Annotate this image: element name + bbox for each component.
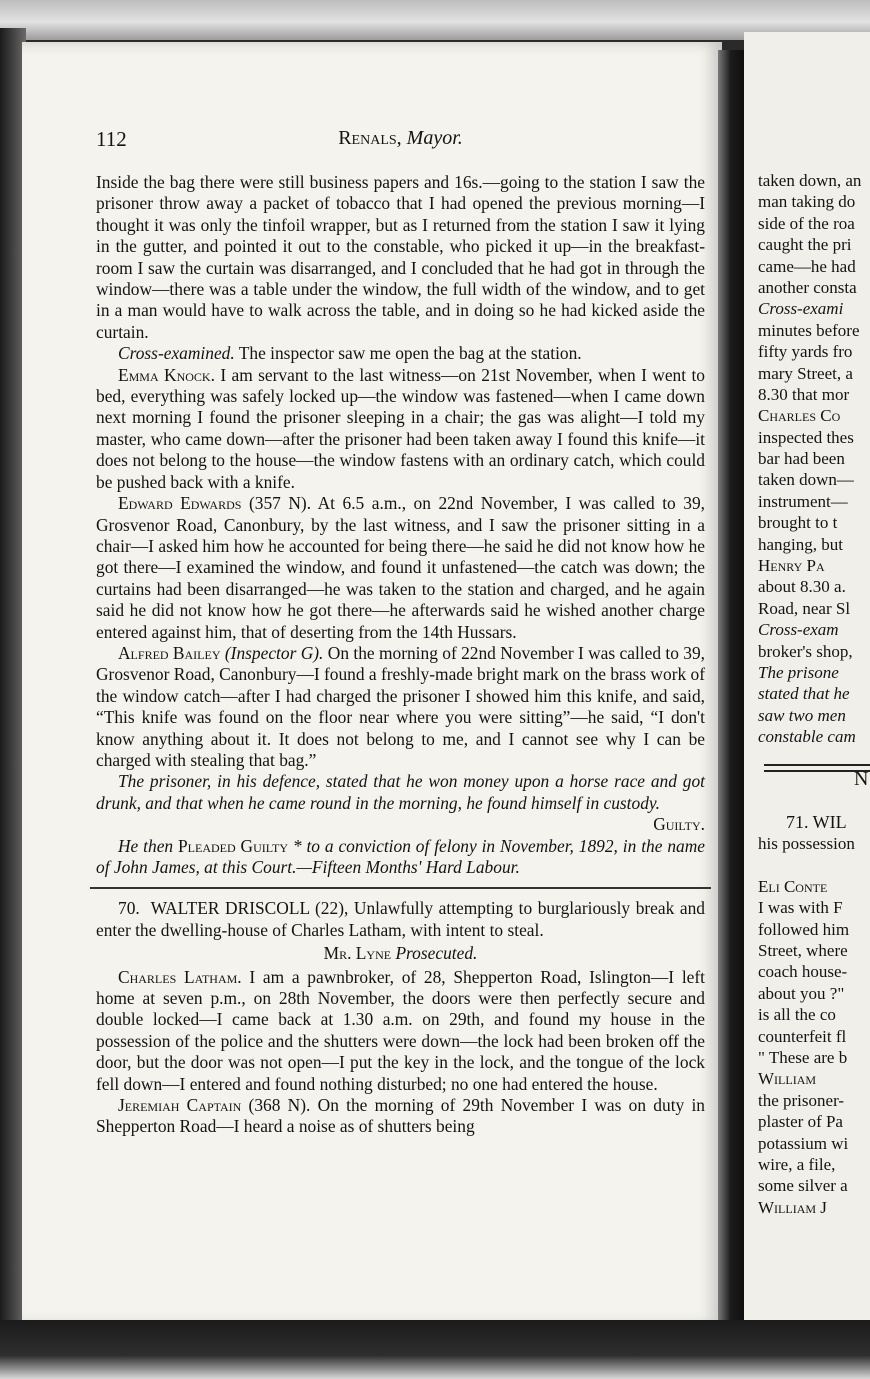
right-page-line: the prisoner- — [758, 1090, 845, 1110]
defendant-name: WALTER DRISCOLL — [150, 898, 310, 919]
right-page-line: man taking do — [758, 192, 856, 212]
right-page-line: The prisone — [758, 662, 839, 682]
witness-name: Edward Edwards — [118, 493, 242, 514]
witness-name: Jeremiah Captain — [118, 1095, 242, 1116]
right-page-line: constable cam — [758, 727, 856, 747]
paragraph: Cross-examined. The inspector saw me open the bag at the station. — [118, 343, 582, 364]
section-divider — [96, 878, 705, 898]
right-page-line: hanging, but — [758, 534, 843, 554]
right-page-line: followed him — [758, 919, 850, 939]
paragraph: Emma Knock. I am servant to the last witness—on 21st November, when I went to bed, everything was safely locked up—the window was fastened—when I came down next morning I found the prisoner sleeping in a chair; the gas was alight—I told my master, who came down—after the prisoner had been taken away I found this knife—it does not belong to the house—the window fastens with an ordinary catch, which could be pushed back with a knife. — [96, 364, 706, 492]
right-page-line: broker's shop, — [758, 641, 853, 661]
scan-bottom-edge — [0, 1320, 870, 1379]
header-role: Mayor. — [406, 127, 463, 149]
right-page-line: minutes before — [758, 320, 860, 340]
witness-name: Emma Knock. — [118, 364, 215, 385]
case-number: 70. — [118, 898, 140, 919]
paragraph: Edward Edwards (357 N). At 6.5 a.m., on 22nd November, I was called to 39, Grosvenor Road, Canonbury, by the last witness, and I saw the prisoner sitting in a chair—I asked him how he accounted for being there—he said he did not know how he got there—I examined the window, and found it unfastened—the catch was down; the curtains had been disarranged—he was taken to the station and charged, and he again said he did not know how he got there—he afterwards said he wished another charge entered against him, that of deserting from the 14th Hussars. — [96, 493, 705, 642]
right-page-line: side of the roa — [758, 213, 855, 233]
right-page-line: plaster of Pa — [758, 1112, 843, 1132]
right-page-line: Eli Conte — [758, 876, 828, 896]
counsel-line: Mr. Lyne Prosecuted. — [323, 943, 478, 964]
right-page-line: Road, near Sl — [758, 598, 851, 618]
right-page-line: N — [854, 767, 869, 790]
right-page-line: stated that he — [758, 684, 850, 704]
right-page-line — [758, 855, 870, 876]
right-page-line: William — [758, 1069, 817, 1089]
scan-top-edge — [0, 0, 870, 40]
right-page-line: brought to t — [758, 513, 838, 533]
right-page-line: potassium wi — [758, 1133, 849, 1153]
right-page-line: another consta — [758, 277, 857, 297]
right-page-line: about you ?" — [758, 983, 845, 1003]
right-page-line: instrument— — [758, 491, 848, 511]
right-page-line: some silver a — [758, 1176, 848, 1196]
right-page-line: Henry Pa — [758, 556, 825, 576]
running-head — [96, 127, 705, 151]
header-name: Renals, — [338, 127, 402, 149]
verdict: Guilty. — [653, 814, 705, 835]
right-page-line: taken down, an — [758, 171, 862, 190]
right-page-line — [758, 790, 870, 811]
right-page-line: " These are b — [758, 1048, 848, 1068]
right-page-line: is all the co — [758, 1005, 836, 1025]
cross-examined-label: Cross-examined. — [118, 343, 235, 364]
right-page-line: saw two men — [758, 705, 846, 725]
right-page-line: inspected thes — [758, 427, 854, 447]
paragraph: Jeremiah Captain (368 N). On the morning of 29th November I was on duty in Shepperton Road—I heard a noise as of shutters being — [96, 1095, 705, 1137]
book-gutter — [718, 50, 746, 1340]
right-page-line: Cross-exam — [758, 620, 839, 640]
page-number: 112 — [96, 127, 127, 151]
right-page-line: 8.30 that mor — [758, 384, 850, 404]
right-page-line: caught the pri — [758, 235, 852, 255]
right-page-text — [758, 170, 870, 1218]
right-page-divider — [764, 764, 870, 772]
right-page-line: Street, where — [758, 941, 848, 961]
case-heading: 70. WALTER DRISCOLL (22), Unlawfully attempting to burglariously break and enter the dwelling-house of Charles Latham, with intent to steal. — [96, 898, 705, 940]
witness-name: Alfred Bailey — [118, 642, 221, 663]
right-page-line: counterfeit fl — [758, 1026, 847, 1046]
right-page-line: came—he had — [758, 256, 856, 276]
sentence: He then Pleaded Guilty * to a conviction of felony in November, 1892, in the name of John James, at this Court.—Fifteen Months' Hard Labour. — [96, 835, 705, 877]
right-page-line: his possession — [758, 834, 855, 854]
right-page-line: taken down— — [758, 470, 854, 490]
right-page-line: William J — [758, 1197, 827, 1217]
page-header-title — [96, 127, 705, 150]
paragraph: Charles Latham. I am a pawnbroker, of 28, Shepperton Road, Islington—I left home at seven p.m., on 28th November, the doors were then perfectly secure and double locked—I came back at 1.30 a.m. on 29th, and found my house in the possession of the police and the shutters were down—the lock had been broken off the door, but the door was not open—I put the key in the lock, and the tongue of the lock fell down—I entered and found nothing disturbed; no one had entered the house. — [96, 966, 705, 1094]
paragraph: Alfred Bailey (Inspector G). On the morning of 22nd November I was called to 39, Grosvenor Road, Canonbury—I found a freshly-made bright mark on the brass work of the window catch—after I had charged the prisoner I showed him this knife, and said, “This knife was found on the floor near where you were sitting”—he said, “I don't know anything about it. It does not belong to me, and I cannot see why I can be charged with stealing that bag.” — [96, 642, 706, 770]
right-page-line: wire, a file, — [758, 1154, 836, 1174]
right-page-line: Charles Co — [758, 406, 841, 426]
witness-name: Charles Latham. — [118, 966, 242, 987]
defence-statement: The prisoner, in his defence, stated that he won money upon a horse race and got drunk, and that when he came round in the morning, he found himself in custody. — [96, 771, 705, 813]
right-page-line: bar had been — [758, 449, 845, 469]
paragraph: Inside the bag there were still business papers and 16s.—going to the station I saw the prisoner throw away a packet of tobacco that I had opened the previous morning—I thought it was only the tinfoil wrapper, but as I returned from the station I saw it lying in the gutter, and pointed it out to the constable, who picked it up—in the breakfast-room I saw the curtain was disarranged, and I concluded that he had got in through the window—there was a table under the window, the full width of the window, and to get in a man would have to walk across the table, and in doing so he had kicked aside the curtain. — [96, 172, 705, 342]
right-page-line: about 8.30 a. — [758, 577, 846, 597]
right-page-line: coach house- — [758, 962, 848, 982]
right-page-line: 71. WIL — [786, 811, 847, 832]
right-page-line: fifty yards fro — [758, 342, 853, 362]
right-page-line: Cross-exami — [758, 299, 844, 319]
right-page-line: mary Street, a — [758, 363, 853, 383]
right-page-line: I was with F — [758, 898, 843, 918]
page-body — [96, 172, 705, 1138]
